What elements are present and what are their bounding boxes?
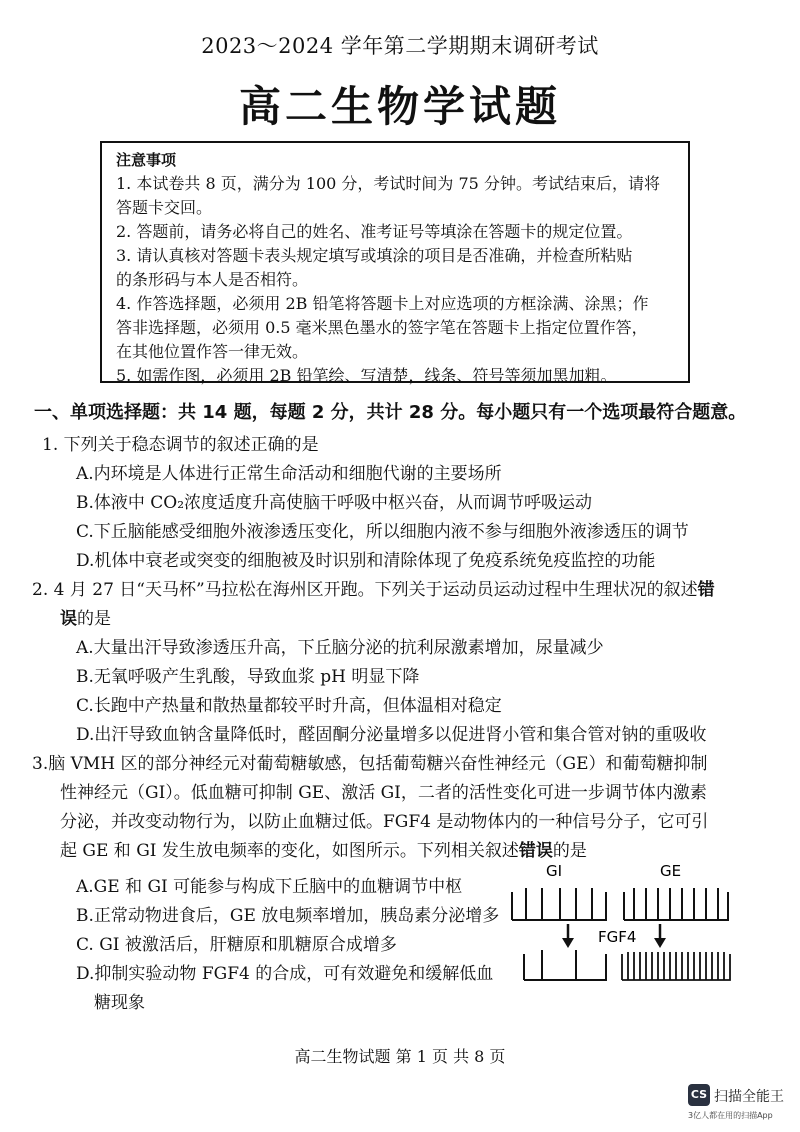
scanner-watermark xyxy=(688,1084,798,1124)
notice-box xyxy=(100,141,690,383)
question-1-option-c: C.下丘脑能感受细胞外液渗透压变化，所以细胞内液不参与细胞外液渗透压的调节 xyxy=(76,522,689,542)
notice-line: 3. 请认真核对答题卡表头规定填写或填涂的项目是否准确，并检查所粘贴 xyxy=(116,246,633,265)
question-2-emphasis-cont: 误 xyxy=(60,609,77,629)
scanner-tagline: 3亿人都在用的扫描App xyxy=(688,1111,773,1120)
notice-line: 1. 本试卷共 8 页，满分为 100 分，考试时间为 75 分钟。考试结束后，请将 xyxy=(116,174,660,193)
question-2-option-d: D.出汗导致血钠含量降低时，醛固酮分泌量增多以促进肾小管和集合管对钠的重吸收 xyxy=(76,725,707,745)
question-2-option-b: B.无氧呼吸产生乳酸，导致血浆 pH 明显下降 xyxy=(76,667,420,687)
camscanner-logo-icon: CS xyxy=(688,1084,710,1106)
question-2-stem xyxy=(32,575,715,600)
notice-line: 在其他位置作答一律无效。 xyxy=(116,342,309,361)
firing-rate-figure xyxy=(510,862,760,1002)
question-3-option-d: D.抑制实验动物 FGF4 的合成，可有效避免和缓解低血 xyxy=(76,964,494,984)
question-2-stem-end: 的是 xyxy=(77,609,111,629)
notice-line: 的条形码与本人是否相符。 xyxy=(116,270,309,289)
question-3-option-c: C. GI 被激活后，肝糖原和肌糖原合成增多 xyxy=(76,935,397,955)
scanner-app-name: 扫描全能王 xyxy=(714,1089,784,1105)
question-3-stem-text: 起 GE 和 GI 发生放电频率的变化，如图所示。下列相关叙述 xyxy=(60,841,519,861)
notice-line: 5. 如需作图，必须用 2B 铅笔绘、写清楚，线条、符号等须加黑加粗。 xyxy=(116,366,617,385)
question-2-option-c: C.长跑中产热量和散热量都较平时升高，但体温相对稳定 xyxy=(76,696,502,716)
ge-fgf4-trace xyxy=(622,952,730,980)
question-3-stem-line-2: 性神经元（GI）。低血糖可抑制 GE、激活 GI，二者的活性变化可进一步调节体内激素 xyxy=(60,783,707,803)
question-1-option-a: A.内环境是人体进行正常生命活动和细胞代谢的主要场所 xyxy=(76,464,502,484)
question-3-stem-end: 的是 xyxy=(552,841,587,861)
figure-label-ge: GE xyxy=(660,862,682,880)
gi-arrowhead xyxy=(562,938,574,948)
question-1-option-d: D.机体中衰老或突变的细胞被及时识别和清除体现了免疫系统免疫监控的功能 xyxy=(76,551,656,571)
figure-label-fgf4: FGF4 xyxy=(598,928,637,946)
notice-line: 4. 作答选择题，必须用 2B 铅笔将答题卡上对应选项的方框涂满、涂黑；作 xyxy=(116,294,649,313)
question-1-option-b: B.体液中 CO₂浓度适度升高使脑干呼吸中枢兴奋，从而调节呼吸运动 xyxy=(76,493,593,513)
question-2-stem-cont xyxy=(60,604,111,629)
page-footer: 高二生物试题 第 1 页 共 8 页 xyxy=(294,1047,506,1066)
question-3-emphasis: 错误 xyxy=(518,841,553,861)
question-2-option-a: A.大量出汗导致渗透压升高，下丘脑分泌的抗利尿激素增加，尿量减少 xyxy=(76,638,604,658)
question-2-stem-text: 2. 4 月 27 日“天马杯”马拉松在海州区开跑。下列关于运动员运动过程中生理状况的叙述 xyxy=(32,580,698,600)
notice-line: 2. 答题前，请务必将自己的姓名、准考证号等填涂在答题卡的规定位置。 xyxy=(116,222,633,241)
gi-baseline-trace xyxy=(512,888,606,920)
question-2-emphasis: 错 xyxy=(697,580,715,600)
exam-term-header: 2023～2024 学年第二学期期末调研考试 xyxy=(201,34,599,58)
question-3-option-b: B.正常动物进食后，GE 放电频率增加，胰岛素分泌增多 xyxy=(76,906,500,926)
question-3-option-d-cont: 糖现象 xyxy=(94,993,145,1013)
gi-fgf4-trace xyxy=(524,950,606,980)
notice-title: 注意事项 xyxy=(116,151,177,169)
section-heading: 一、单项选择题：共 14 题，每题 2 分，共计 28 分。每小题只有一个选项最符合题意。 xyxy=(34,402,747,423)
question-3-stem-line-1: 3.脑 VMH 区的部分神经元对葡萄糖敏感，包括葡萄糖兴奋性神经元（GE）和葡萄糖抑制 xyxy=(32,754,708,774)
question-3-stem-line-4 xyxy=(60,836,587,861)
question-3-stem-line-3: 分泌，并改变动物行为，以防止血糖过低。FGF4 是动物体内的一种信号分子，它可引 xyxy=(60,812,709,832)
figure-label-gi: GI xyxy=(546,862,563,880)
notice-line: 答题卡交回。 xyxy=(116,198,213,217)
notice-line: 答非选择题，必须用 0.5 毫米黑色墨水的签字笔在答题卡上指定位置作答， xyxy=(116,318,648,337)
question-1-stem: 1. 下列关于稳态调节的叙述正确的是 xyxy=(42,435,319,455)
ge-baseline-trace xyxy=(624,888,728,920)
page-title: 高二生物学试题 xyxy=(238,82,561,131)
question-3-option-a: A.GE 和 GI 可能参与构成下丘脑中的血糖调节中枢 xyxy=(76,877,463,897)
ge-arrowhead xyxy=(654,938,666,948)
